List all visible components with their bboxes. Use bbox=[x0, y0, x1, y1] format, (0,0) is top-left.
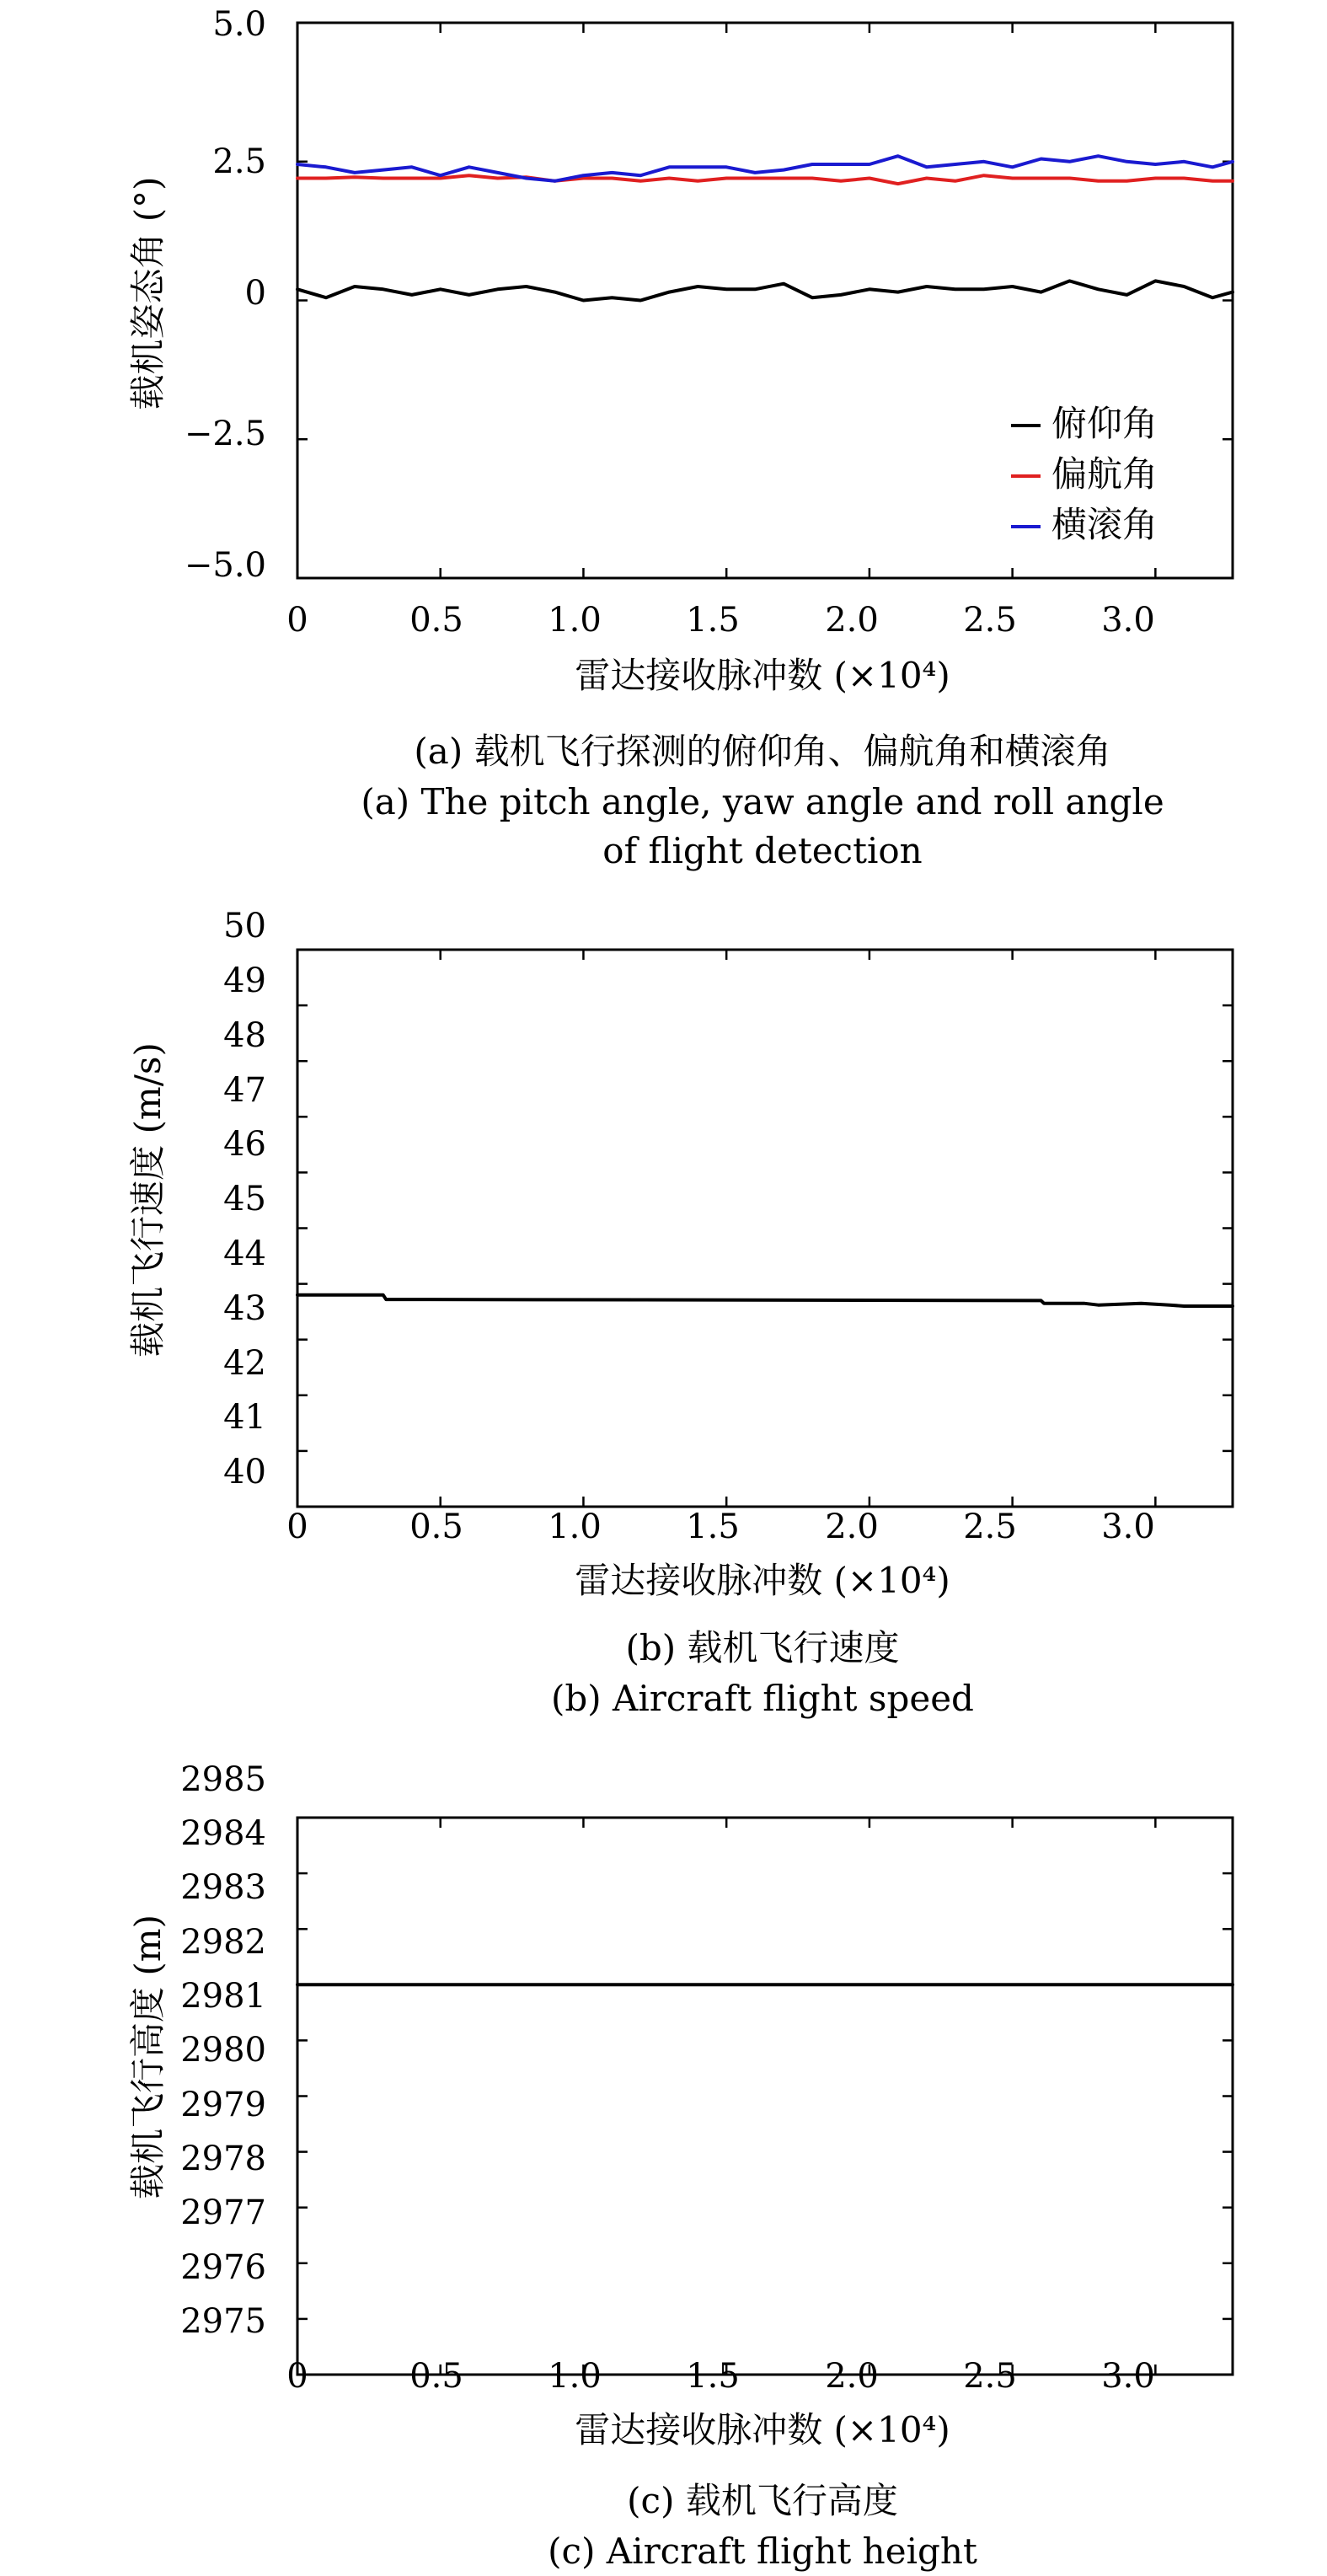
y-axis-label: 载机姿态角 (°) bbox=[127, 176, 169, 410]
y-tick-label: 43 bbox=[223, 1289, 266, 1328]
caption-en-line1: (a) The pitch angle, yaw angle and roll angle bbox=[361, 781, 1164, 822]
y-tick-label: 2975 bbox=[180, 2302, 266, 2341]
x-tick-label: 3.0 bbox=[1101, 1508, 1155, 1546]
x-tick-label: 0.5 bbox=[409, 1508, 463, 1546]
x-tick-label: 1.5 bbox=[686, 2357, 740, 2396]
y-tick-label: 41 bbox=[223, 1398, 266, 1437]
panel-b-speed bbox=[127, 907, 1233, 1719]
x-tick-label: 2.0 bbox=[825, 2357, 879, 2396]
x-tick-labels bbox=[286, 1508, 1155, 1546]
plot-frame bbox=[297, 1818, 1233, 2375]
y-tick-label: 40 bbox=[223, 1453, 266, 1492]
y-tick-labels bbox=[185, 5, 266, 585]
caption-en-line2: of flight detection bbox=[602, 830, 923, 871]
series-line-0 bbox=[297, 1295, 1233, 1306]
legend-label-roll: 横滚角 bbox=[1051, 504, 1158, 545]
y-tick-label: 45 bbox=[223, 1180, 266, 1218]
y-axis-label: 载机飞行高度 (m) bbox=[127, 1915, 169, 2199]
y-tick-label: 2.5 bbox=[212, 142, 266, 181]
y-tick-label: 44 bbox=[223, 1234, 266, 1273]
y-tick-labels bbox=[223, 907, 266, 1492]
x-axis-label: 雷达接收脉冲数 (×10⁴) bbox=[575, 2409, 950, 2450]
x-tick-label: 0 bbox=[286, 1508, 308, 1546]
caption-zh: (c) 载机飞行高度 bbox=[627, 2480, 898, 2521]
plot-frame bbox=[297, 950, 1233, 1507]
plot-frame bbox=[297, 23, 1233, 578]
x-tick-labels bbox=[286, 601, 1155, 640]
x-tick-label: 1.5 bbox=[686, 1508, 740, 1546]
caption-en: (b) Aircraft flight speed bbox=[551, 1678, 974, 1719]
caption-zh: (b) 载机飞行速度 bbox=[625, 1627, 900, 1668]
caption-zh: (a) 载机飞行探测的俯仰角、偏航角和横滚角 bbox=[414, 731, 1111, 772]
panel-a-attitude bbox=[127, 5, 1233, 871]
y-tick-label: −5.0 bbox=[184, 546, 266, 585]
x-tick-label: 0 bbox=[286, 2357, 308, 2396]
y-tick-label: 2984 bbox=[180, 1814, 266, 1853]
x-tick-label: 2.5 bbox=[963, 2357, 1017, 2396]
x-tick-label: 1.0 bbox=[548, 601, 602, 640]
x-tick-label: 2.0 bbox=[825, 1508, 879, 1546]
x-tick-label: 2.5 bbox=[963, 1508, 1017, 1546]
y-tick-label: 2976 bbox=[180, 2248, 266, 2287]
legend-label-pitch: 俯仰角 bbox=[1051, 403, 1158, 444]
y-tick-label: 50 bbox=[223, 907, 266, 945]
x-tick-label: 0 bbox=[286, 601, 308, 640]
y-tick-label: 2981 bbox=[180, 1977, 266, 2016]
series-line-0 bbox=[297, 281, 1233, 300]
y-tick-label: 2983 bbox=[180, 1868, 266, 1907]
x-tick-label: 1.0 bbox=[548, 1508, 602, 1546]
y-tick-label: 42 bbox=[223, 1344, 266, 1383]
x-tick-label: 1.0 bbox=[548, 2357, 602, 2396]
y-tick-label: 2979 bbox=[180, 2086, 266, 2124]
y-tick-label: 2978 bbox=[180, 2140, 266, 2178]
x-tick-label: 1.5 bbox=[686, 601, 740, 640]
x-tick-label: 0.5 bbox=[409, 601, 463, 640]
x-tick-label: 3.0 bbox=[1101, 2357, 1155, 2396]
y-tick-label: 46 bbox=[223, 1125, 266, 1164]
x-tick-label: 0.5 bbox=[409, 2357, 463, 2396]
panel-c-height bbox=[127, 1760, 1233, 2572]
x-tick-label: 2.5 bbox=[963, 601, 1017, 640]
caption-en: (c) Aircraft flight height bbox=[548, 2530, 977, 2572]
legend-label-yaw: 偏航角 bbox=[1051, 453, 1158, 495]
y-tick-labels bbox=[180, 1760, 266, 2341]
legend bbox=[1051, 403, 1158, 545]
y-tick-label: 47 bbox=[223, 1071, 266, 1110]
y-tick-label: 2980 bbox=[180, 2031, 266, 2070]
y-tick-label: 2982 bbox=[180, 1923, 266, 1962]
x-axis-label: 雷达接收脉冲数 (×10⁴) bbox=[575, 655, 950, 696]
y-tick-label: 48 bbox=[223, 1016, 266, 1055]
y-tick-label: 5.0 bbox=[212, 5, 266, 44]
y-axis-label: 载机飞行速度 (m/s) bbox=[127, 1042, 169, 1358]
x-tick-label: 2.0 bbox=[825, 601, 879, 640]
y-tick-label: 49 bbox=[223, 961, 266, 1000]
y-tick-label: −2.5 bbox=[184, 415, 266, 453]
y-tick-label: 2985 bbox=[180, 1760, 266, 1799]
x-tick-labels bbox=[286, 2357, 1155, 2396]
y-tick-label: 0 bbox=[244, 274, 266, 313]
y-tick-label: 2977 bbox=[180, 2193, 266, 2232]
x-tick-label: 3.0 bbox=[1101, 601, 1155, 640]
x-axis-label: 雷达接收脉冲数 (×10⁴) bbox=[575, 1560, 950, 1601]
series-line-1 bbox=[297, 175, 1233, 184]
